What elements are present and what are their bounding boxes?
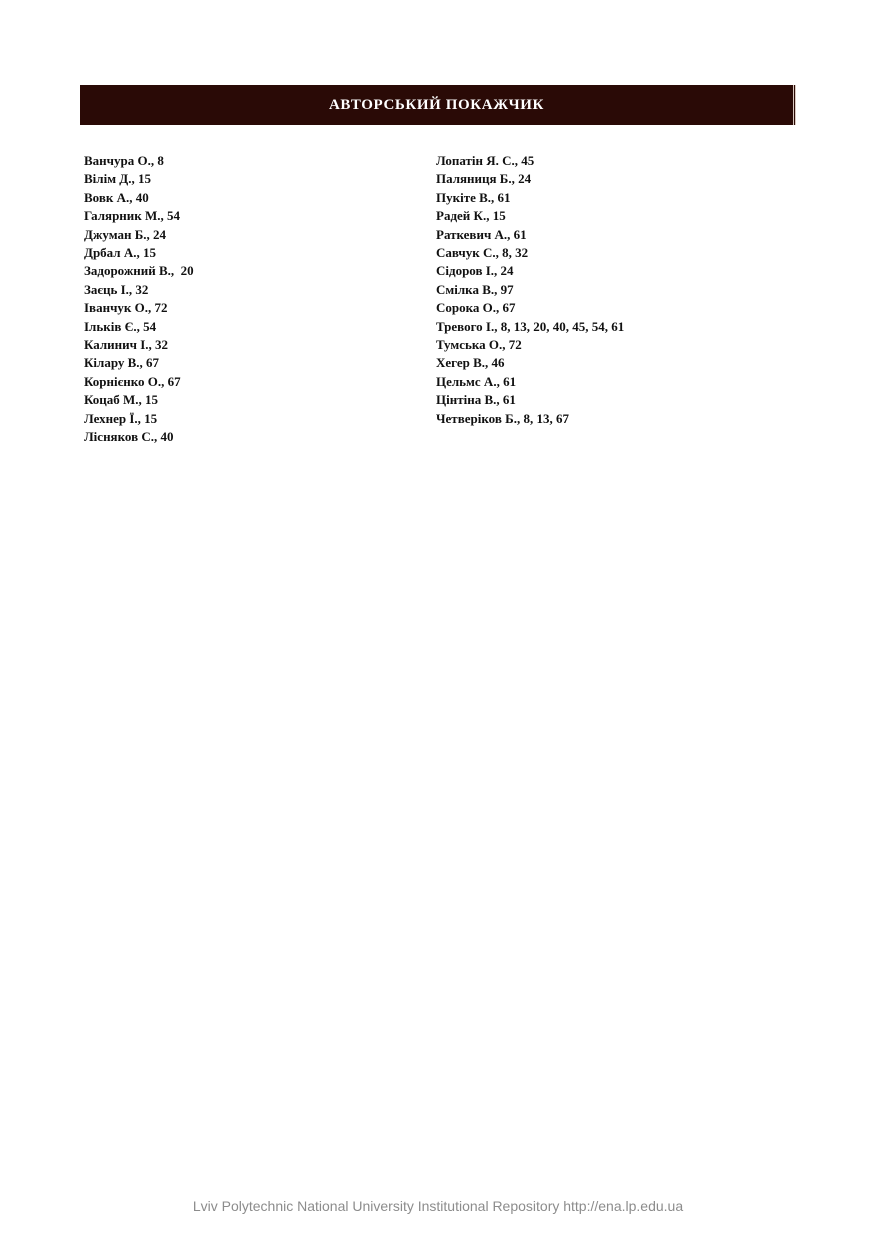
- section-header-bar: [80, 85, 796, 125]
- author-entry: Лісняков С., 40: [84, 429, 174, 445]
- author-entry: Вілім Д., 15: [84, 171, 151, 187]
- author-entry: Заєць І., 32: [84, 281, 149, 297]
- author-entry: Галярник М., 54: [84, 208, 181, 224]
- author-entry: Лехнер Ї., 15: [84, 410, 158, 426]
- repository-footer: Lviv Polytechnic National University Institutional Repository http://ena.lp.edu.ua: [192, 1198, 684, 1214]
- author-entry: Дрбал А., 15: [84, 245, 156, 261]
- author-entry: Коцаб М., 15: [84, 392, 159, 408]
- author-entry: Цельмс А., 61: [436, 373, 517, 389]
- author-entry: Задорожний В., 20: [84, 263, 194, 279]
- author-entry: Сідоров І., 24: [436, 263, 514, 279]
- author-entry: Кілару В., 67: [84, 355, 160, 371]
- author-entry: Лопатін Я. С., 45: [436, 153, 535, 168]
- author-entry: Ванчура О., 8: [84, 153, 164, 168]
- author-entry: Цінтіна В., 61: [436, 392, 516, 408]
- author-entry: Тревого І., 8, 13, 20, 40, 45, 54, 61: [436, 318, 625, 334]
- author-entry: Джуман Б., 24: [84, 226, 167, 242]
- author-entry: Ільків Є., 54: [84, 318, 157, 334]
- author-index-right-column: [436, 152, 796, 428]
- author-entry: Корнієнко О., 67: [84, 373, 181, 389]
- author-entry: Смілка В., 97: [436, 281, 514, 297]
- author-index-left-column: [84, 152, 414, 447]
- author-entry: Тумська О., 72: [436, 337, 522, 353]
- author-entry: Сорока О., 67: [436, 300, 516, 316]
- author-entry: Паляниця Б., 24: [436, 171, 532, 187]
- author-entry: Калинич І., 32: [84, 337, 169, 353]
- section-title: АВТОРСЬКИЙ ПОКАЖЧИК: [329, 96, 544, 113]
- author-entry: Радей К., 15: [436, 208, 506, 224]
- author-entry: Четверіков Б., 8, 13, 67: [436, 410, 569, 426]
- author-entry: Савчук С., 8, 32: [436, 245, 529, 261]
- author-entry: Вовк А., 40: [84, 189, 149, 205]
- author-entry: Хегер В., 46: [436, 355, 505, 371]
- author-entry: Пукіте В., 61: [436, 189, 511, 205]
- author-entry: Іванчук О., 72: [84, 300, 168, 316]
- author-entry: Раткевич А., 61: [436, 226, 527, 242]
